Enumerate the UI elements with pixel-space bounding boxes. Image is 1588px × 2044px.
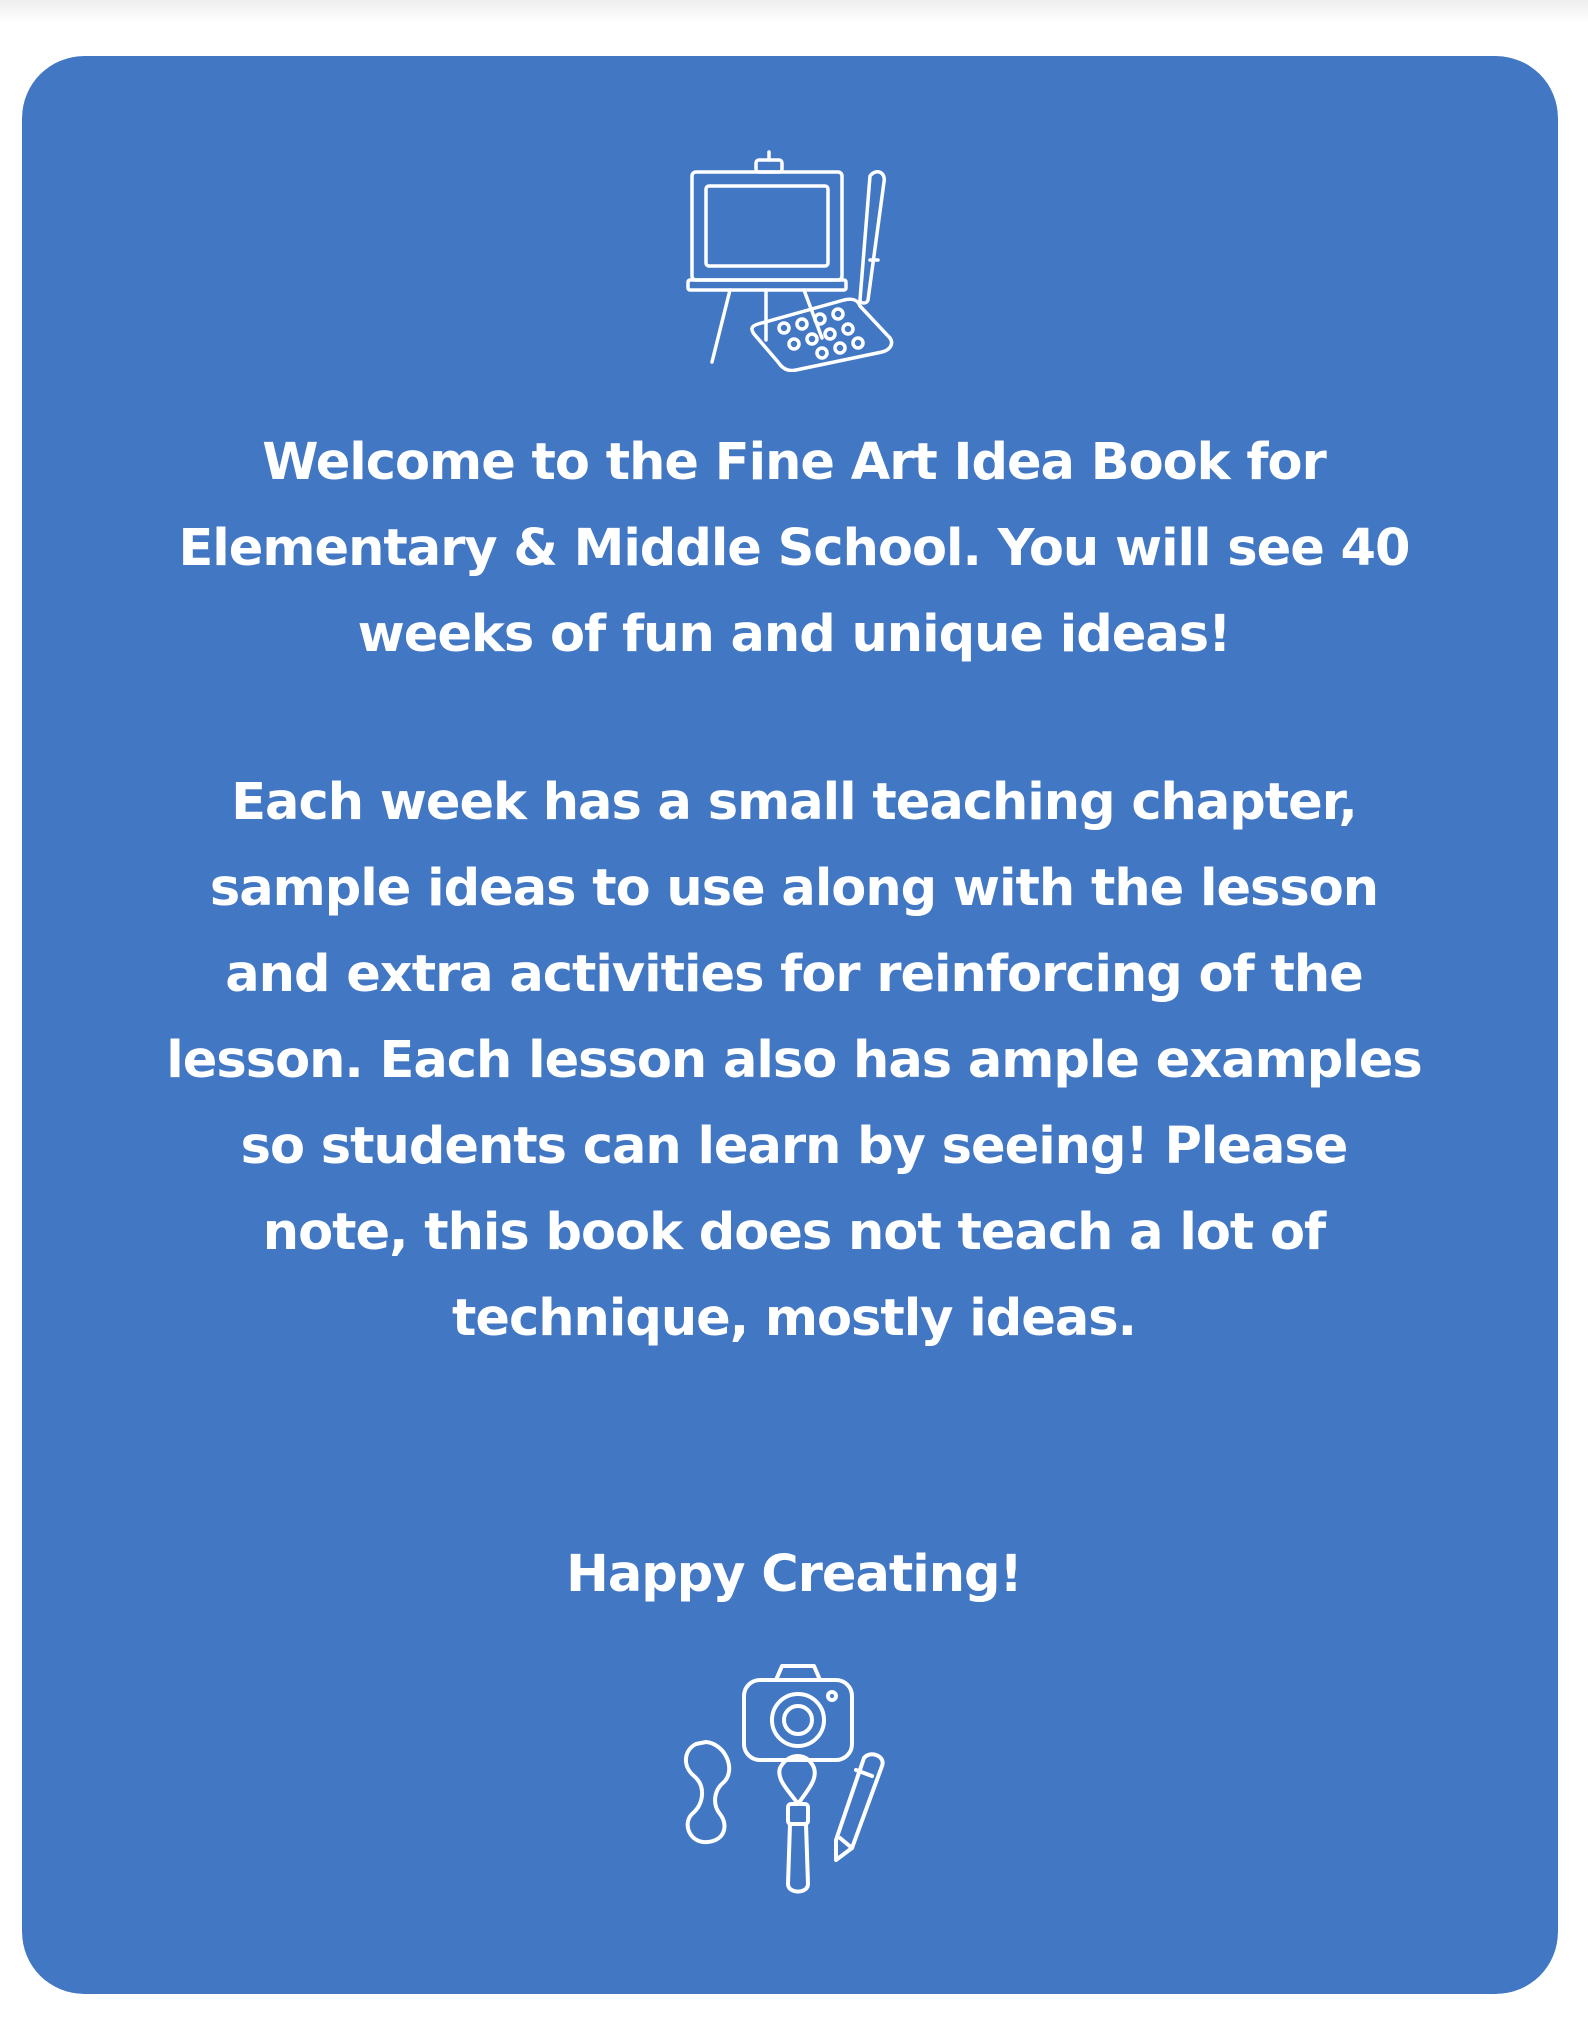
closing-line: Happy Creating! bbox=[566, 1545, 1022, 1604]
details-paragraph: Each week has a small teaching chapter, sample ideas to use along with the lesson and extra activities for reinforcing of the lesson. Each lesson also has ample examples so students can learn by seeing! Please note, this book does not teach a lot of technique, mostly ideas. bbox=[166, 773, 1422, 1348]
easel-icon bbox=[684, 148, 900, 372]
page-top-edge bbox=[0, 0, 1588, 22]
intro-paragraph: Welcome to the Fine Art Idea Book for Elementary & Middle School. You will see 40 weeks of fun and unique ideas! bbox=[178, 433, 1410, 664]
art-supplies-icon bbox=[676, 1658, 906, 1898]
